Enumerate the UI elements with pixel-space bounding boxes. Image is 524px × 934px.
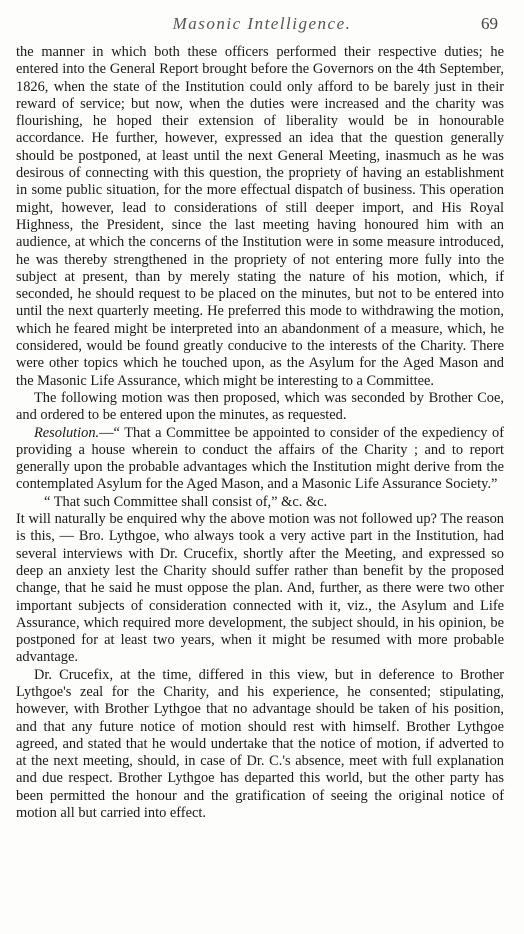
running-head: [0, 14, 524, 38]
page-number: 69: [481, 14, 498, 33]
paragraph-continuation: the manner in which both these officers performed their respective duties; he entered into the General Report brought before the Governors on the 4th September, 1826, when the state of the Institution could only afford to be barely just in their reward of service; but now, when the duties were increased and the charity was flourishing, he hoped their extension of liberality would be in honourable accordance. He further, however, expressed an idea that the question generally should be postponed, at least until the next General Meeting, inasmuch as he was desirous of connecting with this question, the propriety of having an establishment in some public situation, for the more effectual dispatch of business. This operation might, however, lead to considerations of still deeper import, and His Royal Highness, the President, since the last meeting having honoured him with an audience, at which the concerns of the Institution were in some measure introduced, he was thereby strengthened in the propriety of not entering more fully into the subject at present, than by merely stating the nature of his motion, which, if seconded, he should request to be placed on the minutes, but not to be entered into until the next quarterly meeting. He preferred this mode to withdrawing the motion, which he feared might be interpreted into an abandonment of a measure, which, he considered, would be found greatly conducive to the interests of the Charity. There were other topics which he touched upon, as the Asylum for the Aged Mason and the Masonic Life Assurance, which might be interesting to a Committee.: [16, 44, 504, 389]
resolution-label: Resolution.: [34, 424, 100, 441]
paragraph-explanation: It will naturally be enquired why the above motion was not followed up? The reason is this, — Bro. Lythgoe, who always took a very active part in the Institution, had several interviews with Dr. Crucefix, shortly after the Meeting, and expressed so deep an anxiety lest the Charity should suffer rather than benefit by the proposed change, that he said he must oppose the plan. And, further, as there were two other important subjects of consideration connected with it, viz., the Asylum and Life Assurance, which required more development, the subject should, in his opinion, be postponed for at least two years, when it might be resumed with more probable advantage.: [16, 511, 504, 666]
running-title: Masonic Intelligence.: [172, 14, 352, 33]
paragraph-crucefix: Dr. Crucefix, at the time, differed in this view, but in deference to Brother Lythgoe's zeal for the Charity, and his experience, he consented; stipulating, however, with Brother Lythgoe that no advantage should be taken of his position, and that any future notice of motion should rest with himself. Brother Lythgoe agreed, and stated that he would undertake that the notice of motion, if adverted to at the next meeting, should, in case of Dr. C.'s absence, meet with full explanation and due respect. Brother Lythgoe has departed this world, but the other party has been permitted the honour and the gratification of seeing the original notice of motion all but carried into effect.: [16, 666, 504, 822]
paragraph-motion-proposed: The following motion was then proposed, which was seconded by Brother Coe, and ordered to be entered upon the minutes, as requested.: [16, 389, 504, 424]
body-text: [16, 44, 504, 822]
paragraph-committee: “ That such Committee shall consist of,” &c. &c.: [44, 493, 328, 510]
resolution-text: —“ That a Committee be appointed to consider of the expediency of providing a house wherein to conduct the affairs of the Charity ; and to report generally upon the probable advantages which the Institution might derive from the contemplated Asylum for the Aged Mason, and a Masonic Life Assurance Society.”: [16, 424, 504, 493]
paragraph-resolution: [16, 425, 504, 494]
